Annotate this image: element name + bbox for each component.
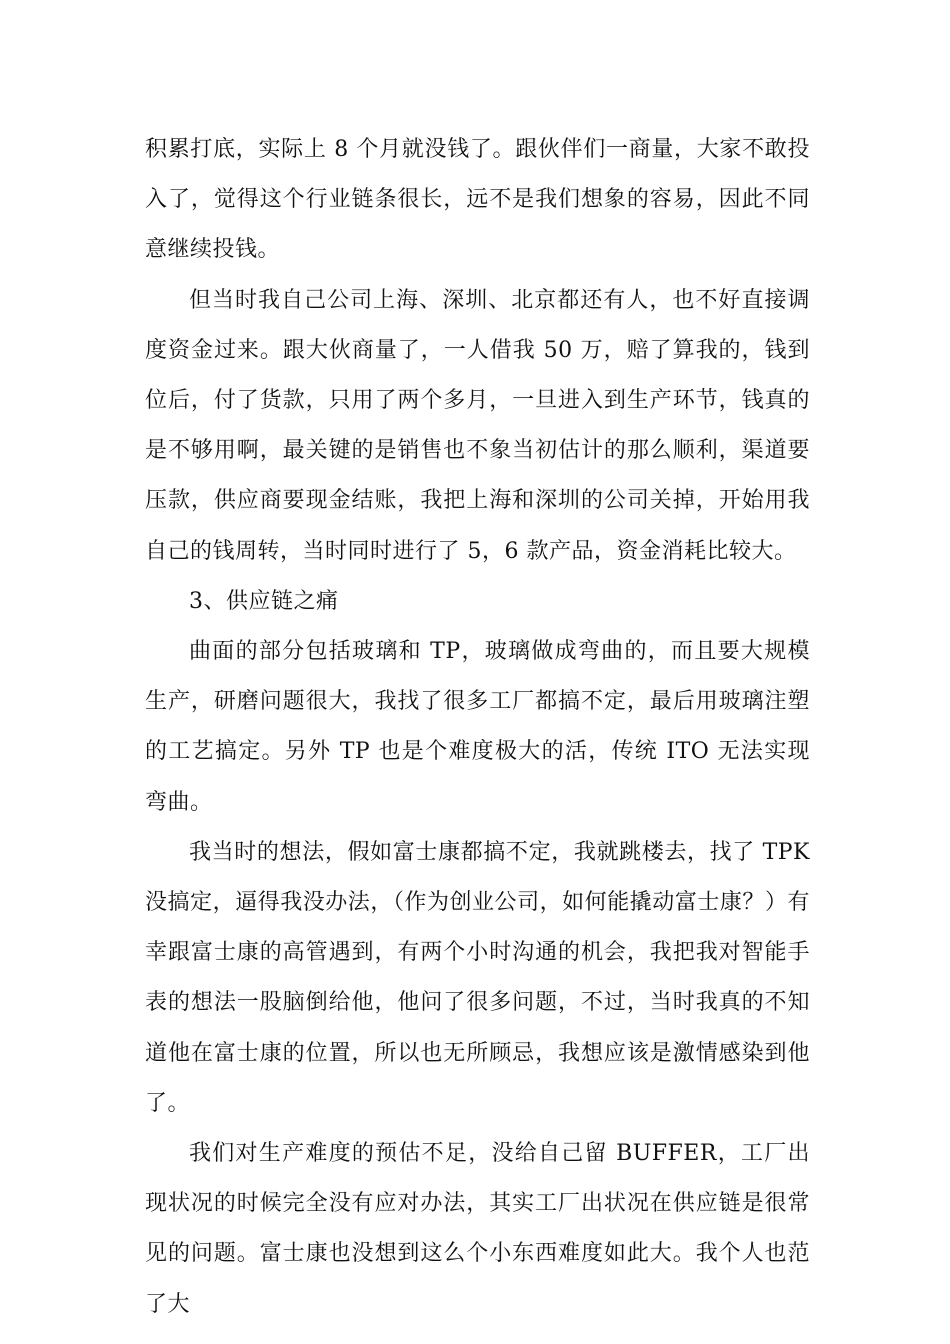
paragraph-production-difficulty: 我们对生产难度的预估不足，没给自己留 BUFFER，工厂出现状况的时候完全没有应对办法，其实工厂出状况在供应链是很常见的问题。富士康也没想到这么个小东西难度如此大。我个人也范了大 — [145, 1141, 810, 1317]
paragraph-curved-glass: 曲面的部分包括玻璃和 TP，玻璃做成弯曲的，而且要大规模生产，研磨问题很大，我找了很多工厂都搞不定，最后用玻璃注塑的工艺搞定。另外 TP 也是个难度极大的活，传统 ITO 无法实现弯曲。 — [145, 639, 810, 815]
document-body — [145, 125, 810, 1330]
section-heading-supply-chain: 3、供应链之痛 — [189, 588, 339, 614]
paragraph-funding: 但当时我自己公司上海、深圳、北京都还有人，也不好直接调度资金过来。跟大伙商量了，一人借我 50 万，赔了算我的，钱到位后，付了货款，只用了两个多月，一旦进入到生产环节，钱真的是不够用啊，最关键的是销售也不象当初估计的那么顺利，渠道要压款，供应商要现金结账，我把上海和深圳的公司关掉，开始用我自己的钱周转，当时同时进行了 5，6 款产品，资金消耗比较大。 — [145, 287, 810, 564]
paragraph-foxconn: 我当时的想法，假如富士康都搞不定，我就跳楼去，找了 TPK 没搞定，逼得我没办法，（作为创业公司，如何能撬动富士康？）有幸跟富士康的高管遇到，有两个小时沟通的机会，我把我对智能手表的想法一股脑倒给他，他问了很多问题，不过，当时我真的不知道他在富士康的位置，所以也无所顾忌，我想应该是激情感染到他了。 — [145, 839, 810, 1116]
paragraph-continued: 积累打底，实际上 8 个月就没钱了。跟伙伴们一商量，大家不敢投入了，觉得这个行业链条很长，远不是我们想象的容易，因此不同意继续投钱。 — [145, 137, 810, 263]
